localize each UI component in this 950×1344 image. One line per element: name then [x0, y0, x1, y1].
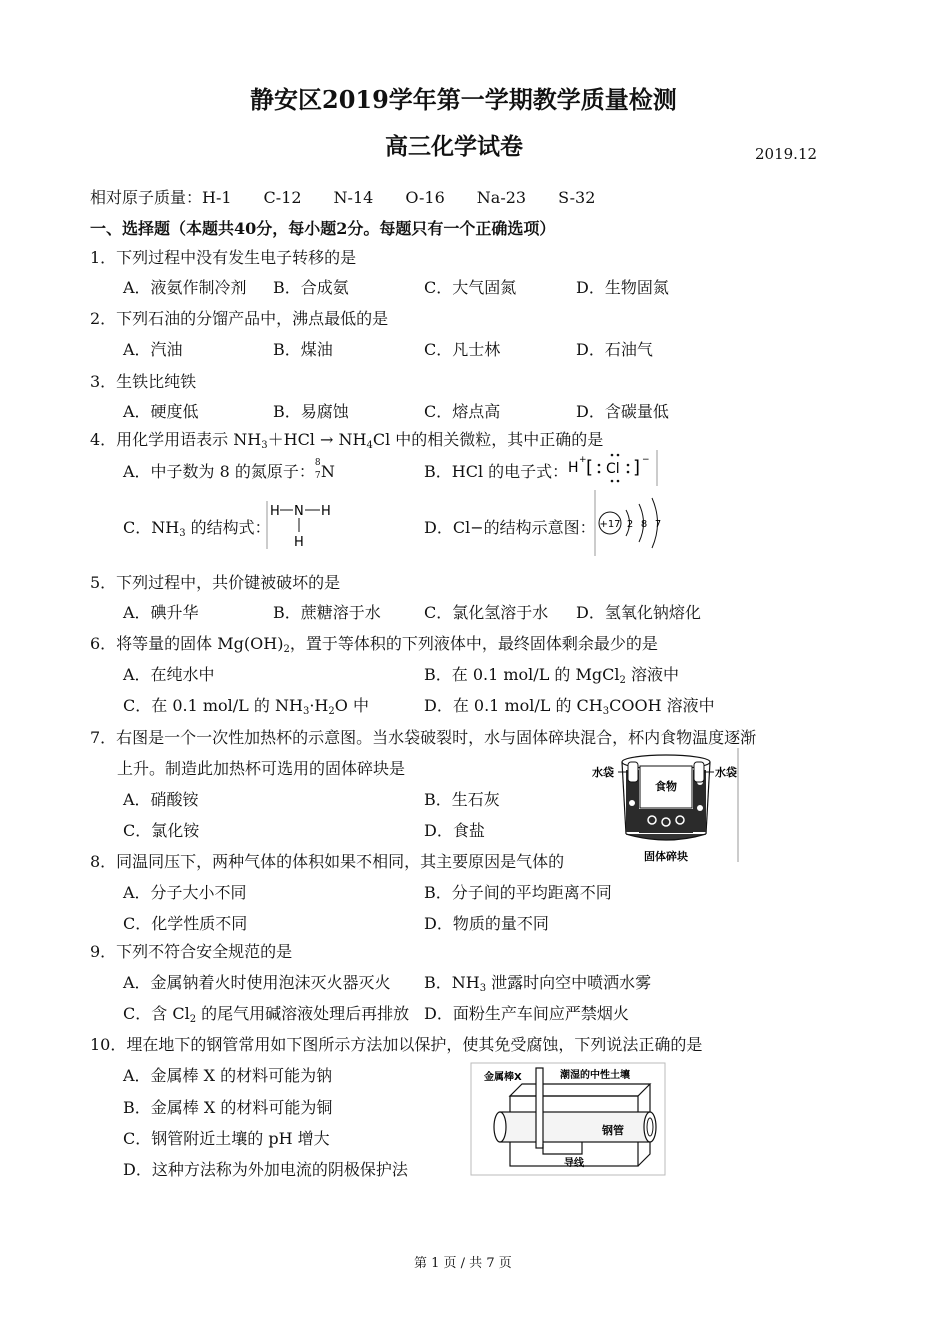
q9-option-b-sub: 3	[479, 983, 487, 994]
solid-fragments	[639, 809, 693, 833]
q6-option-d-pre: D．在 0.1 mol/L 的 CH	[424, 696, 603, 715]
metal-rod-label: 金属棒X	[484, 1072, 522, 1083]
q10-option-b: B．金属棒 X 的材料可能为铜	[123, 1098, 333, 1117]
q3-option-d: D．含碳量低	[576, 402, 669, 421]
q1-stem: 1．下列过程中没有发生电子转移的是	[90, 248, 357, 267]
exam-title: 静安区2019学年第一学期教学质量检测	[250, 85, 677, 114]
q6-option-c-sub1: 3	[302, 706, 310, 717]
q6-option-b-pre: B．在 0.1 mol/L 的 MgCl	[424, 665, 620, 684]
nuclide-element: N	[320, 462, 335, 481]
q9-option-b	[424, 970, 651, 994]
nuclide-mass-number: 8	[314, 458, 321, 468]
struct-h-bottom: H	[294, 535, 304, 550]
q1-option-c: C．大气固氮	[424, 278, 517, 297]
q7-option-c: C．氯化铵	[123, 821, 200, 840]
q4-stem-post: Cl 中的相关微粒，其中正确的是	[372, 430, 604, 449]
q6-stem-sub: 2	[283, 644, 290, 655]
q6-option-a: A．在纯水中	[123, 665, 215, 684]
q10-option-d: D．这种方法称为外加电流的阴极保护法	[123, 1160, 408, 1179]
lewis-bracket-right: ]	[633, 457, 641, 478]
q2-option-d: D．石油气	[576, 340, 653, 359]
lewis-bracket-left: [	[586, 457, 594, 478]
q9-option-b-post: 泄露时向空中喷洒水雾	[486, 973, 652, 992]
q8-option-c: C．化学性质不同	[123, 914, 248, 933]
q4-stem-sub2: 4	[366, 440, 373, 451]
pipe-label: 钢管	[602, 1124, 624, 1137]
lewis-dot	[611, 480, 614, 483]
q9-option-a: A．金属钠着火时使用泡沫灭火器灭火	[123, 973, 391, 992]
q10-option-c: C．钢管附近土壤的 pH 增大	[123, 1129, 330, 1148]
lewis-dot	[598, 471, 601, 474]
lewis-h: H	[568, 460, 579, 476]
soil-label: 潮湿的中性土壤	[560, 1070, 630, 1081]
q6-option-b-post: 溶液中	[625, 665, 679, 684]
q3-option-b: B．易腐蚀	[273, 402, 349, 421]
atomic-masses: 相对原子质量：H-1 C-12 N-14 O-16 Na-23 S-32	[90, 188, 596, 207]
q3-stem: 3．生铁比纯铁	[90, 372, 197, 391]
q7-stem-line1: 7．右图是一个一次性加热杯的示意图。当水袋破裂时，水与固体碎块混合，杯内食物温度逐渐	[90, 728, 757, 747]
q6-option-b	[424, 662, 679, 686]
lewis-plus: +	[579, 455, 587, 465]
heating-cup-diagram	[590, 748, 740, 866]
lewis-dot	[611, 454, 614, 457]
q3-option-c: C．熔点高	[424, 402, 501, 421]
q1-option-d: D．生物固氮	[576, 278, 669, 297]
solid-fragments-label: 固体碎块	[644, 850, 688, 863]
q8-option-d: D．物质的量不同	[424, 914, 549, 933]
q9-option-c-pre: C．含 Cl	[123, 1004, 190, 1023]
nuclide-atomic-number: 7	[314, 471, 321, 481]
cathodic-protection-diagram	[470, 1062, 666, 1176]
lewis-dot	[627, 464, 630, 467]
pipe-end-right	[644, 1112, 656, 1142]
cup-bottom	[626, 834, 706, 840]
nh3-structural-formula	[266, 499, 338, 551]
struct-n: N	[294, 504, 304, 519]
pipe-end-left	[494, 1112, 506, 1142]
q6-option-d	[424, 693, 715, 717]
q4-option-c-sub: 3	[179, 528, 186, 539]
q6-option-c-sub2: 2	[328, 706, 335, 717]
q4-option-c-post: 的结构式：	[185, 518, 271, 537]
q10-stem: 10．埋在地下的钢管常用如下图所示方法加以保护，使其免受腐蚀，下列说法正确的是	[90, 1035, 703, 1054]
lewis-dot	[617, 454, 620, 457]
q9-option-c-post: 的尾气用碱溶液处理后再排放	[196, 1004, 410, 1023]
q8-option-b: B．分子间的平均距离不同	[424, 883, 612, 902]
q9-stem: 9．下列不符合安全规范的是	[90, 942, 293, 961]
nuclide-symbol	[314, 458, 337, 481]
q9-option-c-sub: 2	[189, 1014, 197, 1025]
q5-stem: 5．下列过程中，共价键被破坏的是	[90, 573, 341, 592]
struct-h-right: H	[321, 504, 331, 519]
water-bag-right	[694, 762, 704, 782]
q6-stem-pre: 6．将等量的固体 Mg(OH)	[90, 634, 284, 653]
q2-option-a: A．汽油	[123, 340, 183, 359]
q6-option-c-mid: ·H	[309, 696, 329, 715]
q2-stem: 2．下列石油的分馏产品中，沸点最低的是	[90, 309, 389, 328]
q2-option-b: B．煤油	[273, 340, 333, 359]
steel-pipe	[500, 1112, 650, 1142]
q4-option-c	[123, 515, 271, 539]
water-bag-label-left: 水袋	[592, 766, 614, 779]
lewis-cl: Cl	[606, 461, 620, 477]
q1-option-a: A．液氨作制冷剂	[123, 278, 247, 297]
q8-option-a: A．分子大小不同	[123, 883, 247, 902]
q6-option-c	[123, 693, 369, 717]
q3-option-a: A．硬度低	[123, 402, 199, 421]
page-number: 第 1 页 / 共 7 页	[414, 1256, 512, 1271]
cup-wall-right	[706, 762, 710, 834]
q4-stem-mid: ＋HCl → NH	[267, 430, 367, 449]
q4-stem-pre: 4．用化学用语表示 NH	[90, 430, 262, 449]
food-label: 食物	[655, 780, 677, 793]
lewis-dot	[627, 471, 630, 474]
q7-option-a: A．硝酸铵	[123, 790, 199, 809]
q1-option-b: B．合成氨	[273, 278, 349, 297]
q7-option-d: D．食盐	[424, 821, 485, 840]
q2-option-c: C．凡士林	[424, 340, 501, 359]
exam-date: 2019.12	[755, 145, 818, 163]
shell-electrons-1: 2	[626, 519, 634, 530]
q4-option-c-pre: C．NH	[123, 518, 180, 537]
shell-electrons-3: 7	[654, 519, 662, 530]
q5-option-d: D．氢氧化钠熔化	[576, 603, 701, 622]
shell-electrons-2: 8	[640, 519, 648, 530]
q4-stem-sub1: 3	[261, 440, 268, 451]
lewis-minus: −	[642, 455, 650, 465]
q7-stem-line2: 上升。制造此加热杯可选用的固体碎块是	[117, 759, 406, 778]
wire-label: 导线	[564, 1158, 584, 1169]
cl-ion-structure-diagram	[593, 488, 671, 558]
q8-stem: 8．同温同压下，两种气体的体积如果不相同，其主要原因是气体的	[90, 852, 565, 871]
q5-option-b: B．蔗糖溶于水	[273, 603, 381, 622]
nucleus-charge: +17	[599, 519, 621, 530]
q9-option-d: D．面粉生产车间应严禁烟火	[424, 1004, 629, 1023]
q6-stem-post: ，置于等体积的下列液体中，最终固体剩余最少的是	[289, 634, 658, 653]
q9-option-b-pre: B．NH	[424, 973, 480, 992]
soil-box-top	[510, 1084, 650, 1096]
q10-option-a: A．金属棒 X 的材料可能为钠	[123, 1066, 333, 1085]
q5-option-a: A．碘升华	[123, 603, 199, 622]
cup-wall-left	[622, 762, 626, 834]
q4-stem	[90, 427, 603, 451]
hcl-lewis-structure	[566, 448, 662, 488]
water-bag-left	[628, 762, 638, 782]
fragment-dot	[697, 805, 703, 811]
q6-option-b-sub: 2	[619, 675, 626, 686]
q7-option-b: B．生石灰	[424, 790, 500, 809]
q4-option-a	[123, 459, 337, 482]
fragment-dot	[629, 800, 635, 806]
lewis-dot	[598, 464, 601, 467]
q6-option-c-pre: C．在 0.1 mol/L 的 NH	[123, 696, 303, 715]
connecting-wire	[543, 1142, 582, 1154]
lewis-dot	[617, 480, 620, 483]
exam-subtitle: 高三化学试卷	[385, 133, 523, 160]
water-bag-label-right: 水袋	[715, 766, 737, 779]
metal-rod-x	[536, 1068, 543, 1148]
section-heading: 一、选择题（本题共40分，每小题2分。每题只有一个正确选项）	[90, 219, 556, 238]
struct-h-left: H	[270, 504, 280, 519]
q4-option-b: B．HCl 的电子式：	[424, 462, 569, 481]
q5-option-c: C．氯化氢溶于水	[424, 603, 549, 622]
q9-option-c	[123, 1001, 409, 1025]
q6-stem	[90, 631, 658, 655]
q6-option-c-post: O 中	[334, 696, 369, 715]
q6-option-d-post: COOH 溶液中	[609, 696, 715, 715]
q4-option-d: D．Cl−的结构示意图：	[424, 518, 596, 537]
q6-option-d-sub: 3	[602, 706, 610, 717]
q4-option-a-text: A．中子数为 8 的氮原子：	[123, 462, 315, 481]
